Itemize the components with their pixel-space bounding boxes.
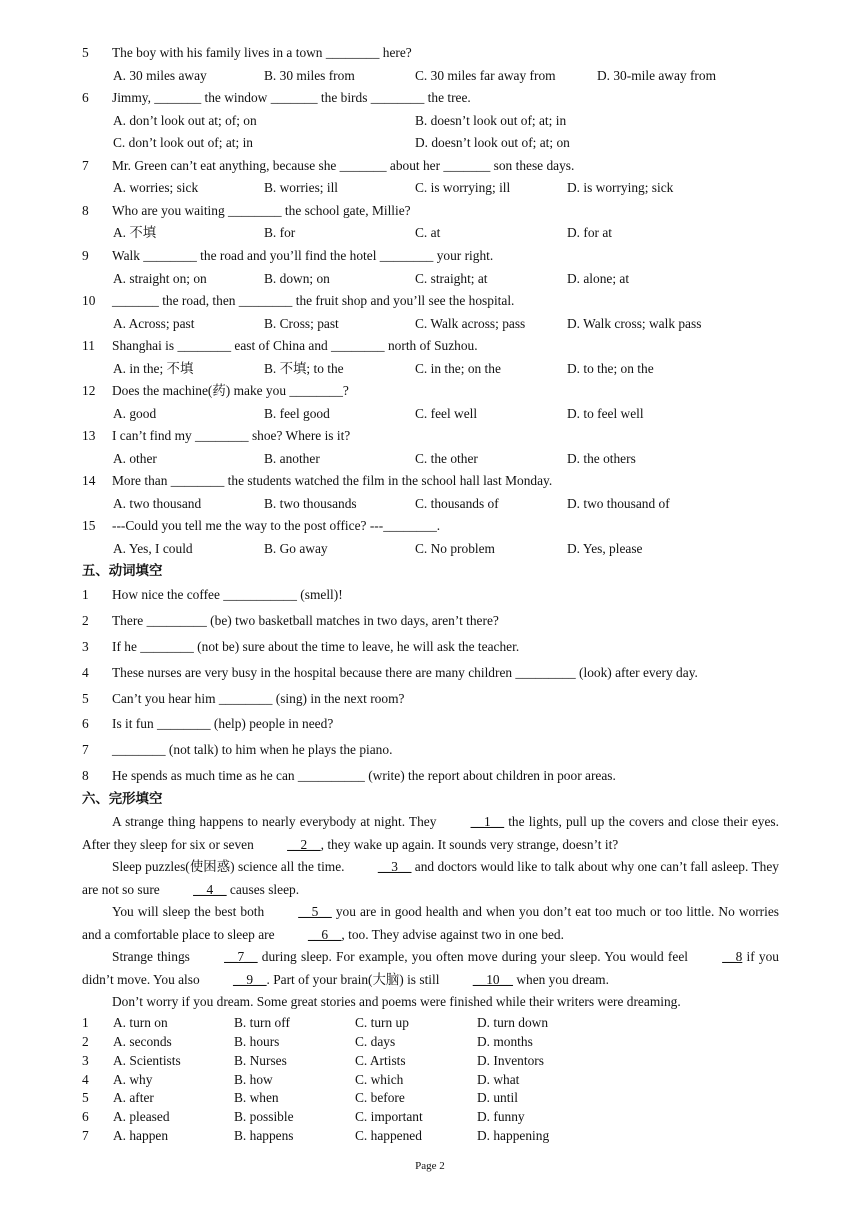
option-c: C. the other [415, 451, 478, 466]
question-stem: I can’t find my ________ shoe? Where is it? [112, 428, 351, 443]
verb-fill-item: These nurses are very busy in the hospital because there are many children _________ (look) after every day. [112, 665, 698, 680]
item-number: 7 [82, 1128, 89, 1143]
option-d: D. Inventors [477, 1053, 544, 1068]
option-c: C. important [355, 1109, 423, 1124]
option-c: C. 30 miles far away from [415, 68, 556, 83]
verb-fill-item: He spends as much time as he can __________ (write) the report about children in poor areas. [112, 768, 616, 783]
option-a: A. turn on [113, 1015, 168, 1030]
question-number: 12 [82, 383, 96, 398]
option-a: A. 30 miles away [113, 68, 207, 83]
option-a: A. straight on; on [113, 271, 207, 286]
option-b: B. Go away [264, 541, 328, 556]
item-number: 6 [82, 716, 89, 731]
blank: __1__ [470, 814, 505, 829]
blank: __5__ [298, 904, 332, 919]
option-a: A. Across; past [113, 316, 195, 331]
option-c: C. No problem [415, 541, 495, 556]
option-b: B. Cross; past [264, 316, 339, 331]
option-c: C. Artists [355, 1053, 406, 1068]
question-stem: Jimmy, _______ the window _______ the birds ________ the tree. [112, 90, 471, 105]
item-number: 5 [82, 691, 89, 706]
option-a: A. two thousand [113, 496, 202, 511]
option-a: A. happen [113, 1128, 169, 1143]
item-number: 8 [82, 768, 89, 783]
item-number: 6 [82, 1109, 89, 1124]
option-c: C. in the; on the [415, 361, 501, 376]
option-c: C. before [355, 1090, 405, 1105]
option-d: D. to the; on the [567, 361, 654, 376]
option-a: A. Yes, I could [113, 541, 193, 556]
option-d: D. alone; at [567, 271, 630, 286]
verb-fill-item: If he ________ (not be) sure about the time to leave, he will ask the teacher. [112, 639, 520, 654]
option-c: C. straight; at [415, 271, 488, 286]
question-stem: The boy with his family lives in a town ________ here? [112, 45, 412, 60]
question-stem: ---Could you tell me the way to the post office? ---________. [112, 518, 441, 533]
cloze-paragraph: Don’t worry if you dream. Some great stories and poems were finished while their writers were dreaming. [112, 994, 681, 1009]
item-number: 3 [82, 639, 89, 654]
option-d: D. for at [567, 225, 612, 240]
option-b: B. doesn’t look out of; at; in [415, 113, 567, 128]
verb-fill-item: Is it fun ________ (help) people in need? [112, 716, 334, 731]
option-b: B. Nurses [234, 1053, 287, 1068]
question-number: 13 [82, 428, 96, 443]
option-b: B. two thousands [264, 496, 357, 511]
question-number: 6 [82, 90, 89, 105]
option-d: D. is worrying; sick [567, 180, 674, 195]
option-a: A. why [113, 1072, 153, 1087]
blank: __2__ [287, 836, 321, 852]
question-number: 10 [82, 293, 96, 308]
question-stem: Who are you waiting ________ the school gate, Millie? [112, 203, 411, 218]
section-heading-verb-fill: 五、动词填空 [82, 563, 163, 578]
section-heading-cloze: 六、完形填空 [82, 791, 163, 806]
option-d: D. Yes, please [567, 541, 643, 556]
option-a: A. good [113, 406, 157, 421]
item-number: 7 [82, 742, 89, 757]
option-b: B. possible [234, 1109, 294, 1124]
item-number: 5 [82, 1090, 89, 1105]
page-footer: Page 2 [415, 1160, 445, 1172]
option-d: D. funny [477, 1109, 525, 1124]
option-c: C. days [355, 1034, 396, 1049]
option-b: B. another [264, 451, 320, 466]
option-a: A. other [113, 451, 157, 466]
option-c: C. is worrying; ill [415, 180, 511, 195]
option-d: D. the others [567, 451, 636, 466]
question-number: 11 [82, 338, 95, 353]
blank: __7__ [224, 949, 258, 964]
option-b: B. for [264, 225, 296, 240]
option-b: B. how [234, 1072, 273, 1087]
option-d: D. doesn’t look out of; at; on [415, 135, 570, 150]
blank: __6__ [307, 926, 342, 942]
item-number: 1 [82, 1015, 89, 1030]
option-d: D. what [477, 1072, 520, 1087]
item-number: 2 [82, 1034, 89, 1049]
verb-fill-item: ________ (not talk) to him when he plays the piano. [112, 742, 393, 757]
option-c: C. thousands of [415, 496, 499, 511]
question-number: 14 [82, 473, 96, 488]
cloze-passage [82, 811, 779, 1014]
cloze-paragraph: You will sleep the best both __5__ you are in good health and when you don’t eat too much or too little. No worries and a comfortable place to sleep are __6__, too. They advise against two in one bed. [82, 901, 779, 946]
item-number: 4 [82, 665, 89, 680]
option-b: B. 不填; to the [264, 361, 344, 376]
option-d: D. happening [477, 1128, 550, 1143]
option-d: D. turn down [477, 1015, 549, 1030]
item-number: 2 [82, 613, 89, 628]
option-b: B. worries; ill [264, 180, 339, 195]
option-a: A. pleased [113, 1109, 170, 1124]
option-d: D. 30-mile away from [597, 68, 716, 83]
question-number: 7 [82, 158, 89, 173]
blank: __3__ [377, 859, 412, 874]
question-number: 5 [82, 45, 89, 60]
item-number: 1 [82, 587, 89, 602]
option-c: C. turn up [355, 1015, 409, 1030]
verb-fill-item: How nice the coffee ___________ (smell)! [112, 587, 343, 602]
cloze-paragraph: Strange things __7__ during sleep. For example, you often move during your sleep. You would feel __8 if you didn’t move. You also __9__. Part of your brain(大脑) is still __10__ when you dream. [82, 946, 779, 991]
option-a: A. Scientists [113, 1053, 181, 1068]
option-b: B. when [234, 1090, 279, 1105]
verb-fill-item: There _________ (be) two basketball matches in two days, aren’t there? [112, 613, 499, 628]
option-b: B. happens [234, 1128, 294, 1143]
blank: __8 [722, 949, 743, 964]
option-c: C. don’t look out of; at; in [113, 135, 253, 150]
verb-fill-item: Can’t you hear him ________ (sing) in the next room? [112, 691, 405, 706]
option-b: B. turn off [234, 1015, 290, 1030]
option-a: A. in the; 不填 [113, 361, 194, 376]
blank: __4__ [193, 881, 227, 897]
option-a: A. don’t look out at; of; on [113, 113, 257, 128]
option-c: C. at [415, 225, 441, 240]
option-a: A. worries; sick [113, 180, 199, 195]
option-d: D. until [477, 1090, 518, 1105]
option-d: D. months [477, 1034, 533, 1049]
question-number: 8 [82, 203, 89, 218]
option-d: D. to feel well [567, 406, 644, 421]
option-a: A. seconds [113, 1034, 172, 1049]
option-b: B. down; on [264, 271, 330, 286]
blank: __9__ [233, 971, 267, 987]
option-c: C. Walk across; pass [415, 316, 526, 331]
option-d: D. Walk cross; walk pass [567, 316, 702, 331]
question-stem: _______ the road, then ________ the fruit shop and you’ll see the hospital. [112, 293, 515, 308]
cloze-paragraph: A strange thing happens to nearly everybody at night. They __1__ the lights, pull up the covers and close their eyes. After they sleep for six or seven __2__, they wake up again. It sounds very strange, doesn’t it? [82, 811, 779, 856]
option-c: C. feel well [415, 406, 478, 421]
item-number: 4 [82, 1072, 89, 1087]
question-number: 15 [82, 518, 96, 533]
question-stem: Shanghai is ________ east of China and ________ north of Suzhou. [112, 338, 478, 353]
question-number: 9 [82, 248, 89, 263]
cloze-paragraph: Sleep puzzles(使困惑) science all the time. __3__ and doctors would like to talk about why one can’t fall asleep. They are not so sure __4__ causes sleep. [82, 856, 779, 901]
option-a: A. after [113, 1090, 154, 1105]
question-stem: More than ________ the students watched the film in the school hall last Monday. [112, 473, 553, 488]
option-b: B. 30 miles from [264, 68, 355, 83]
option-b: B. feel good [264, 406, 330, 421]
item-number: 3 [82, 1053, 89, 1068]
option-d: D. two thousand of [567, 496, 670, 511]
option-c: C. happened [355, 1128, 422, 1143]
question-stem: Mr. Green can’t eat anything, because she _______ about her _______ son these days. [112, 158, 575, 173]
blank: __10__ [472, 971, 513, 987]
option-b: B. hours [234, 1034, 280, 1049]
question-stem: Walk ________ the road and you’ll find the hotel ________ your right. [112, 248, 494, 263]
option-c: C. which [355, 1072, 404, 1087]
question-stem: Does the machine(药) make you ________? [112, 383, 349, 398]
option-a: A. 不填 [113, 225, 157, 240]
